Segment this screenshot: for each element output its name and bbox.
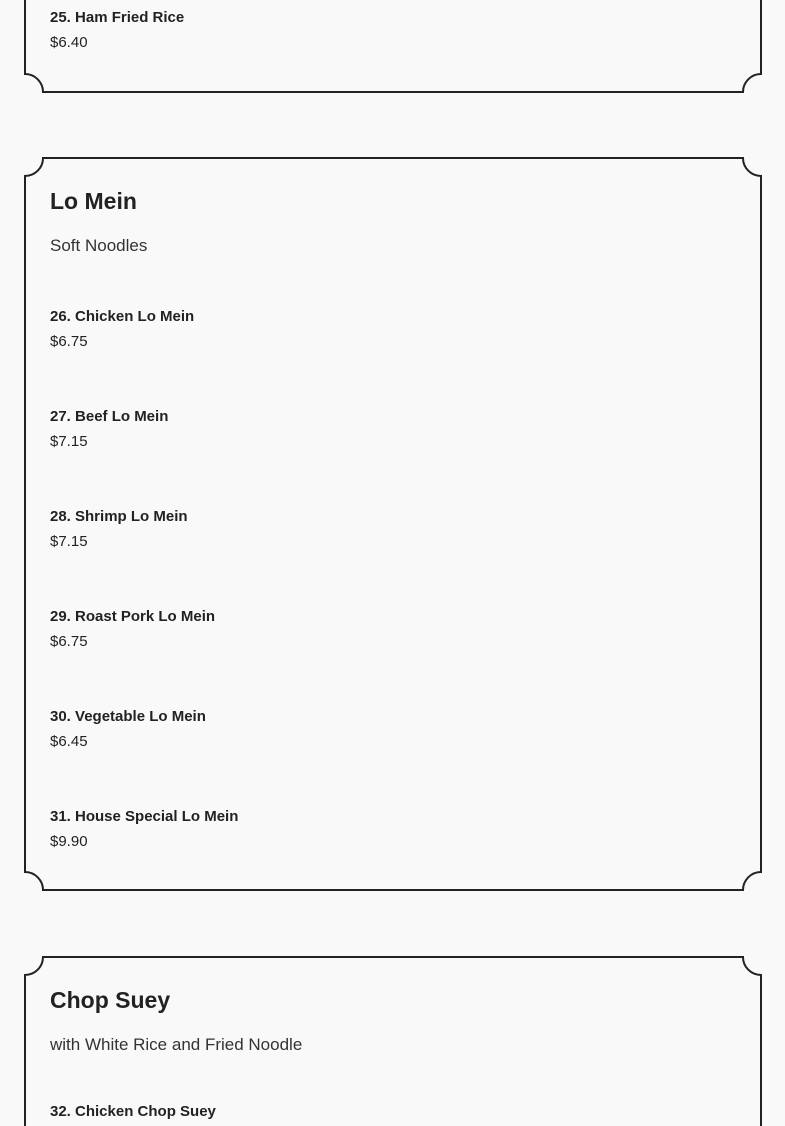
menu-item-price: $6.40	[50, 34, 88, 51]
menu-item-price: $6.75	[50, 633, 88, 650]
menu-item-name: 26. Chicken Lo Mein	[50, 308, 195, 325]
menu-item-name: 32. Chicken Chop Suey	[50, 1103, 216, 1120]
menu-item-price: $6.45	[50, 733, 88, 750]
menu-item-name: 31. House Special Lo Mein	[50, 808, 239, 825]
section-subtitle: with White Rice and Fried Noodle	[50, 1035, 303, 1054]
menu-item[interactable]	[50, 409, 168, 449]
section-subtitle: Soft Noodles	[50, 236, 148, 255]
menu-item-price: $7.15	[50, 433, 88, 450]
menu-item[interactable]	[50, 1104, 216, 1119]
menu-item-price: $7.15	[50, 533, 88, 550]
menu-item-name: 25. Ham Fried Rice	[50, 9, 185, 26]
menu-item-name: 29. Roast Pork Lo Mein	[50, 608, 216, 625]
menu-section-lo-mein	[24, 157, 762, 893]
menu-item[interactable]	[50, 309, 194, 349]
section-title: Lo Mein	[50, 188, 137, 214]
menu-item-price: $9.90	[50, 833, 88, 850]
menu-item[interactable]	[50, 10, 184, 50]
menu-item-name: 28. Shrimp Lo Mein	[50, 508, 188, 525]
menu-section-fried-rice	[24, 0, 762, 94]
menu-item[interactable]	[50, 609, 215, 649]
section-title: Chop Suey	[50, 987, 171, 1013]
menu-item-name: 27. Beef Lo Mein	[50, 408, 169, 425]
menu-item[interactable]	[50, 509, 188, 549]
menu-section-chop-suey	[24, 956, 762, 1126]
menu-item[interactable]	[50, 809, 238, 849]
menu-item-name: 30. Vegetable Lo Mein	[50, 708, 206, 725]
menu-item-price: $6.75	[50, 333, 88, 350]
menu-item[interactable]	[50, 709, 206, 749]
